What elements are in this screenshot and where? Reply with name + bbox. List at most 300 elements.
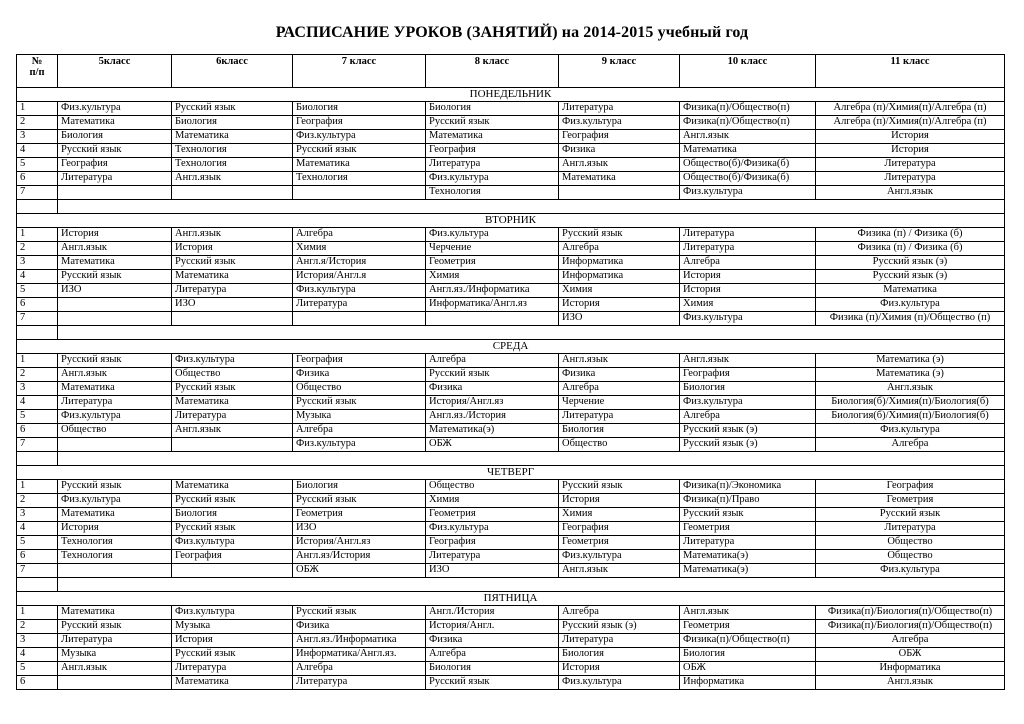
lesson-row [17,158,1005,172]
lesson-cell: Англ.язык [172,424,293,438]
lesson-cell: Русский язык [58,270,172,284]
lesson-number: 5 [17,410,58,424]
lesson-number: 2 [17,620,58,634]
lesson-cell: История/Англ.яз [293,536,426,550]
lesson-cell: Технология [426,186,559,200]
lesson-cell: Биология [172,508,293,522]
lesson-cell: Литература [816,158,1005,172]
lesson-cell: Общество [426,480,559,494]
lesson-cell: Математика [680,144,816,158]
lesson-number: 1 [17,354,58,368]
lesson-cell: Физ.культура [58,494,172,508]
lesson-cell: Физика [293,620,426,634]
lesson-cell: Биология [172,116,293,130]
lesson-number: 6 [17,550,58,564]
lesson-cell: Алгебра [559,382,680,396]
lesson-row [17,564,1005,578]
lesson-cell: Общество [58,424,172,438]
lesson-cell: Информатика [559,270,680,284]
lesson-row [17,620,1005,634]
lesson-cell: ИЗО [293,522,426,536]
header-grade-9: 9 класс [559,55,680,88]
lesson-cell: История [172,634,293,648]
lesson-number: 6 [17,172,58,186]
lesson-number: 7 [17,312,58,326]
lesson-cell: Физ.культура [559,676,680,690]
lesson-cell: Геометрия [559,536,680,550]
lesson-cell: ОБЖ [816,648,1005,662]
lesson-cell: Физ.культура [680,396,816,410]
spacer-cell [17,452,58,466]
lesson-cell: Физика(п)/Право [680,494,816,508]
lesson-cell: История [816,144,1005,158]
lesson-number: 2 [17,116,58,130]
header-grade-5: 5класс [58,55,172,88]
day-header-row [17,466,1005,480]
lesson-cell: Англ.яз./Информатика [293,634,426,648]
lesson-cell: Общество(б)/Физика(б) [680,158,816,172]
day-header-row [17,214,1005,228]
day-name: ПЯТНИЦА [17,592,1005,606]
lesson-row [17,662,1005,676]
header-grade-11: 11 класс [816,55,1005,88]
lesson-cell: Англ.язык [58,242,172,256]
lesson-cell: Химия [559,508,680,522]
lesson-cell: Информатика/Англ.яз. [293,648,426,662]
header-grade-10: 10 класс [680,55,816,88]
lesson-cell: Физика (п) / Физика (б) [816,242,1005,256]
lesson-cell: Физика (п)/Химия (п)/Общество (п) [816,312,1005,326]
lesson-cell: Литература [559,410,680,424]
lesson-row [17,424,1005,438]
lesson-cell: Физ.культура [816,424,1005,438]
lesson-row [17,480,1005,494]
lesson-cell: Математика [172,396,293,410]
lesson-cell: Геометрия [426,508,559,522]
lesson-cell: Русский язык [58,620,172,634]
spacer-cell [17,200,58,214]
lesson-cell: Литература [680,242,816,256]
lesson-cell: Алгебра (п)/Химия(п)/Алгебра (п) [816,102,1005,116]
lesson-number: 5 [17,284,58,298]
lesson-cell: Физ.культура [293,130,426,144]
lesson-cell: Литература [58,634,172,648]
lesson-cell: Алгебра [816,634,1005,648]
lesson-cell: Технология [293,172,426,186]
lesson-cell: Русский язык (э) [680,424,816,438]
lesson-cell: Химия [293,242,426,256]
lesson-cell: Математика [172,676,293,690]
lesson-cell: Физика(п)/Биология(п)/Общество(п) [816,606,1005,620]
lesson-cell: Литература [293,676,426,690]
lesson-number: 6 [17,298,58,312]
lesson-cell: Математика(э) [426,424,559,438]
lesson-cell: Геометрия [426,256,559,270]
lesson-cell: Физ.культура [680,186,816,200]
lesson-cell: Русский язык (э) [680,438,816,452]
lesson-cell: Русский язык [293,144,426,158]
day-name: ВТОРНИК [17,214,1005,228]
lesson-cell: Черчение [559,396,680,410]
lesson-cell [58,186,172,200]
lesson-number: 7 [17,564,58,578]
header-grade-6: 6класс [172,55,293,88]
lesson-row [17,270,1005,284]
lesson-cell: История/Англ.яз [426,396,559,410]
lesson-cell: Литература [172,410,293,424]
lesson-number: 4 [17,270,58,284]
lesson-cell [172,186,293,200]
lesson-cell: История [58,228,172,242]
lesson-number: 7 [17,438,58,452]
lesson-cell: Информатика [816,662,1005,676]
lesson-cell: ОБЖ [680,662,816,676]
lesson-cell: ИЗО [58,284,172,298]
lesson-cell [58,298,172,312]
lesson-cell: Химия [680,298,816,312]
lesson-cell: Алгебра (п)/Химия(п)/Алгебра (п) [816,116,1005,130]
lesson-cell: ИЗО [559,312,680,326]
day-header-row [17,88,1005,102]
lesson-cell: Русский язык [293,494,426,508]
lesson-number: 7 [17,186,58,200]
lesson-cell: Физ.культура [172,354,293,368]
lesson-cell: Физ.культура [559,116,680,130]
lesson-cell: Англ./История [426,606,559,620]
spacer-cell [58,326,1005,340]
lesson-cell: Физика(п)/Биология(п)/Общество(п) [816,620,1005,634]
lesson-number: 4 [17,144,58,158]
lesson-cell [58,676,172,690]
lesson-cell: Физ.культура [426,228,559,242]
spacer-cell [58,578,1005,592]
lesson-cell: Литература [58,396,172,410]
lesson-cell: Алгебра [559,242,680,256]
lesson-cell [58,312,172,326]
lesson-cell: Математика(э) [680,564,816,578]
lesson-cell: Геометрия [680,620,816,634]
lesson-row [17,242,1005,256]
lesson-cell: Литература [680,536,816,550]
lesson-cell: Физика(п)/Общество(п) [680,634,816,648]
lesson-cell: Англ.язык [559,564,680,578]
lesson-cell: Русский язык [172,102,293,116]
lesson-cell: Англ.язык [58,368,172,382]
lesson-cell: Литература [816,522,1005,536]
lesson-cell: Литература [172,284,293,298]
lesson-cell: Физ.культура [559,550,680,564]
header-row [17,55,1005,88]
lesson-number: 3 [17,508,58,522]
lesson-cell: Химия [559,284,680,298]
lesson-cell: Математика(э) [680,550,816,564]
lesson-cell: Русский язык [172,648,293,662]
lesson-cell: Биология [426,662,559,676]
lesson-cell: Биология [293,480,426,494]
spacer-row [17,452,1005,466]
lesson-cell: Физика(п)/Общество(п) [680,116,816,130]
lesson-cell: Физ.культура [172,536,293,550]
lesson-cell: Технология [172,158,293,172]
lesson-cell: Физика [426,382,559,396]
lesson-cell: История [816,130,1005,144]
lesson-row [17,508,1005,522]
lesson-cell: История [172,242,293,256]
lesson-number: 5 [17,536,58,550]
lesson-cell: Общество [559,438,680,452]
lesson-cell: Русский язык [172,494,293,508]
lesson-cell: Математика [58,508,172,522]
lesson-cell: Литература [680,228,816,242]
lesson-row [17,172,1005,186]
lesson-cell: Русский язык [680,508,816,522]
lesson-number: 2 [17,368,58,382]
lesson-number: 5 [17,662,58,676]
lesson-cell: Англ.язык [816,382,1005,396]
lesson-cell: Физ.культура [816,298,1005,312]
lesson-cell: Англ.язык [816,676,1005,690]
lesson-cell: География [426,536,559,550]
lesson-cell: Математика [58,382,172,396]
lesson-row [17,312,1005,326]
lesson-cell: Литература [58,172,172,186]
lesson-cell: Музыка [58,648,172,662]
lesson-cell: Математика [172,270,293,284]
lesson-cell: Физ.культура [680,312,816,326]
lesson-row [17,368,1005,382]
lesson-cell: Физ.культура [426,522,559,536]
lesson-cell: Химия [426,494,559,508]
lesson-number: 6 [17,676,58,690]
lesson-cell: Черчение [426,242,559,256]
lesson-cell [58,438,172,452]
lesson-cell: Англ.я/История [293,256,426,270]
lesson-cell: Физ.культура [58,102,172,116]
lesson-cell: ОБЖ [426,438,559,452]
lesson-cell: Технология [58,536,172,550]
lesson-cell: История [559,662,680,676]
lesson-cell: География [172,550,293,564]
lesson-cell [172,312,293,326]
lesson-number: 4 [17,522,58,536]
day-header-row [17,592,1005,606]
day-name: ПОНЕДЕЛЬНИК [17,88,1005,102]
lesson-cell: Русский язык [816,508,1005,522]
lesson-cell: Биология [293,102,426,116]
lesson-cell: ИЗО [172,298,293,312]
lesson-cell: Русский язык [426,116,559,130]
day-name: ЧЕТВЕРГ [17,466,1005,480]
lesson-number: 6 [17,424,58,438]
lesson-number: 4 [17,648,58,662]
spacer-cell [58,200,1005,214]
lesson-number: 1 [17,606,58,620]
lesson-cell: Алгебра [559,606,680,620]
lesson-cell: Информатика/Англ.яз [426,298,559,312]
lesson-cell [293,312,426,326]
lesson-number: 2 [17,242,58,256]
lesson-cell: Физ.культура [172,606,293,620]
lesson-cell: География [816,480,1005,494]
lesson-cell: История/Англ. [426,620,559,634]
lesson-cell: Англ.язык [680,354,816,368]
lesson-cell: Физ.культура [293,438,426,452]
lesson-cell [293,186,426,200]
lesson-cell: Русский язык [293,606,426,620]
lesson-cell: Физ.культура [816,564,1005,578]
lesson-cell: Технология [58,550,172,564]
lesson-cell [58,564,172,578]
lesson-cell: Русский язык (э) [816,270,1005,284]
lesson-cell: Физика (п) / Физика (б) [816,228,1005,242]
spacer-cell [58,452,1005,466]
lesson-number: 1 [17,228,58,242]
lesson-number: 1 [17,102,58,116]
lesson-cell: Музыка [293,410,426,424]
lesson-cell: Математика [172,480,293,494]
lesson-cell: Информатика [680,676,816,690]
lesson-cell: Физ.культура [426,172,559,186]
lesson-cell: Биология [58,130,172,144]
lesson-cell: Биология [426,102,559,116]
lesson-cell: История/Англ.я [293,270,426,284]
header-grade-8: 8 класс [426,55,559,88]
spacer-row [17,326,1005,340]
lesson-cell: Музыка [172,620,293,634]
lesson-cell: Англ.яз/История [293,550,426,564]
page-title: РАСПИСАНИЕ УРОКОВ (ЗАНЯТИЙ) на 2014-2015 учебный год [275,24,749,41]
lesson-cell: Русский язык [172,256,293,270]
lesson-cell: География [680,368,816,382]
lesson-row [17,102,1005,116]
lesson-cell: История [680,284,816,298]
lesson-number: 5 [17,158,58,172]
lesson-row [17,228,1005,242]
lesson-cell: Физика(п)/Экономика [680,480,816,494]
lesson-number: 2 [17,494,58,508]
lesson-cell: Русский язык [172,382,293,396]
lesson-cell: Математика (э) [816,368,1005,382]
spacer-cell [17,578,58,592]
lesson-cell: Общество [816,550,1005,564]
lesson-cell: Англ.язык [816,186,1005,200]
lesson-cell: Общество [172,368,293,382]
lesson-cell: Англ.язык [680,606,816,620]
lesson-row [17,116,1005,130]
lesson-number: 3 [17,634,58,648]
lesson-cell: Физ.культура [293,284,426,298]
lesson-row [17,396,1005,410]
lesson-row [17,648,1005,662]
lesson-number: 3 [17,256,58,270]
lesson-cell: Алгебра [293,662,426,676]
lesson-cell: Геометрия [680,522,816,536]
lesson-cell: Англ.язык [559,354,680,368]
lesson-cell: Физика [559,368,680,382]
lesson-cell: Биология [559,648,680,662]
lesson-cell: Русский язык [426,676,559,690]
lesson-cell: Физика [426,634,559,648]
lesson-row [17,536,1005,550]
lesson-cell: Англ.язык [172,228,293,242]
lesson-cell: Русский язык [293,396,426,410]
lesson-row [17,438,1005,452]
lesson-number: 3 [17,130,58,144]
schedule-body [17,88,1005,690]
lesson-cell: Русский язык [426,368,559,382]
lesson-cell: Математика [58,256,172,270]
lesson-cell: География [559,522,680,536]
lesson-row [17,382,1005,396]
lesson-cell: Математика [58,606,172,620]
lesson-row [17,634,1005,648]
spacer-row [17,578,1005,592]
lesson-cell: География [426,144,559,158]
lesson-cell: Биология(б)/Химия(п)/Биология(б) [816,410,1005,424]
lesson-cell: Математика [172,130,293,144]
lesson-row [17,354,1005,368]
lesson-row [17,256,1005,270]
lesson-cell: Геометрия [293,508,426,522]
lesson-cell: Геометрия [816,494,1005,508]
lesson-row [17,130,1005,144]
lesson-cell: Русский язык [58,144,172,158]
lesson-cell: Математика [559,172,680,186]
lesson-cell: Русский язык [559,228,680,242]
lesson-cell: Русский язык (э) [816,256,1005,270]
lesson-cell: Англ.язык [559,158,680,172]
lesson-cell: История [559,298,680,312]
lesson-cell: Русский язык (э) [559,620,680,634]
lesson-number: 1 [17,480,58,494]
lesson-row [17,606,1005,620]
lesson-cell: Литература [426,550,559,564]
lesson-cell: Физика [293,368,426,382]
lesson-row [17,298,1005,312]
lesson-cell: История [559,494,680,508]
lesson-cell [426,312,559,326]
lesson-cell: Русский язык [58,480,172,494]
lesson-cell: Англ.язык [172,172,293,186]
lesson-cell: Русский язык [172,522,293,536]
lesson-cell: Информатика [559,256,680,270]
lesson-row [17,550,1005,564]
spacer-row [17,200,1005,214]
day-name: СРЕДА [17,340,1005,354]
lesson-cell: Общество [293,382,426,396]
lesson-cell: Алгебра [816,438,1005,452]
lesson-cell: Литература [559,102,680,116]
lesson-row [17,186,1005,200]
schedule-table [16,54,1005,690]
lesson-cell: Математика [58,116,172,130]
spacer-cell [17,326,58,340]
lesson-cell: Математика [816,284,1005,298]
lesson-row [17,494,1005,508]
lesson-cell: Литература [293,298,426,312]
lesson-cell: Математика [293,158,426,172]
lesson-cell: Биология [559,424,680,438]
lesson-cell: География [559,130,680,144]
lesson-row [17,676,1005,690]
lesson-cell: Русский язык [559,480,680,494]
lesson-cell: ОБЖ [293,564,426,578]
lesson-row [17,284,1005,298]
lesson-cell: История [680,270,816,284]
lesson-cell: Математика [426,130,559,144]
lesson-cell: Алгебра [293,424,426,438]
lesson-cell: Алгебра [426,648,559,662]
